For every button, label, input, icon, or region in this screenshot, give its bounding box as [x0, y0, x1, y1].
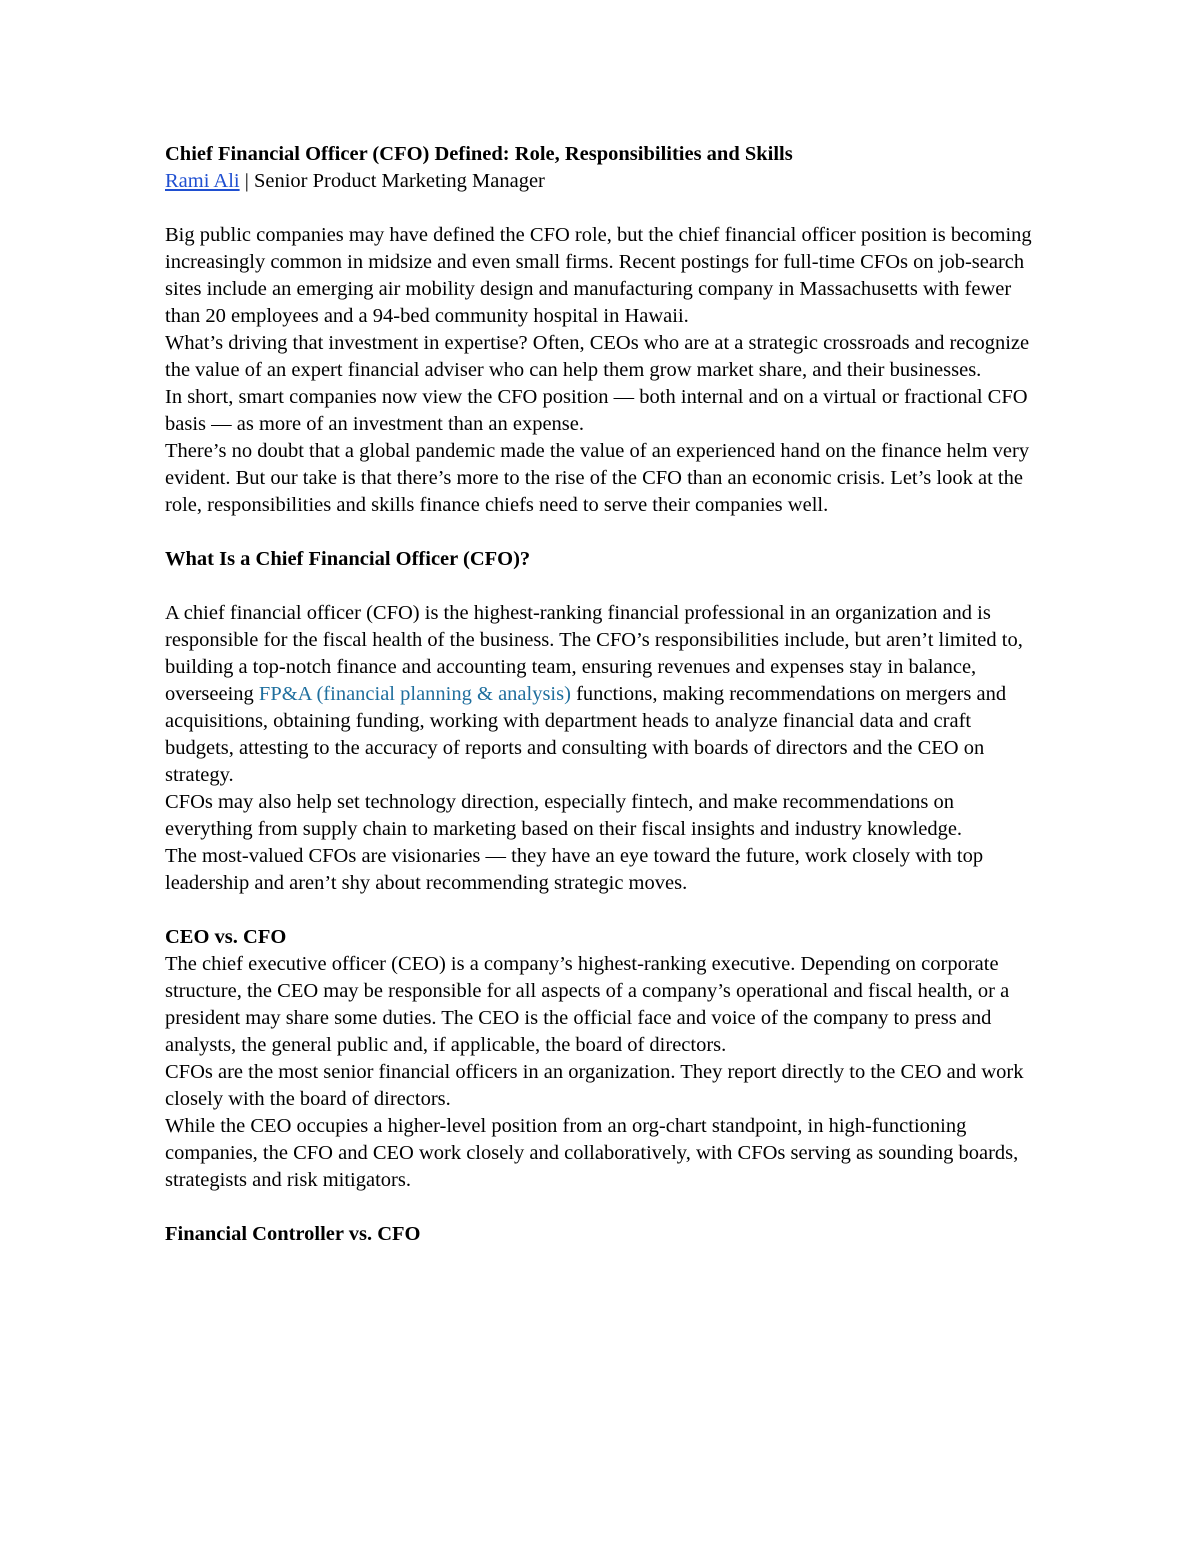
fpa-link[interactable]: FP&A (financial planning & analysis) [258, 683, 571, 705]
author-role: Senior Product Marketing Manager [253, 170, 545, 192]
heading-ceo-vs-cfo: CEO vs. CFO [165, 926, 287, 948]
byline-separator: | [239, 170, 254, 192]
intro-paragraph-3: In short, smart companies now view the CFO position — both internal and on a virtual or fractional CFO basis — as more of an investment than an expense. [165, 386, 1028, 435]
document-title: Chief Financial Officer (CFO) Defined: Role, Responsibilities and Skills [165, 143, 793, 165]
ceo-paragraph-1: The chief executive officer (CEO) is a company’s highest-ranking executive. Depending on corporate structure, the CEO may be responsible for all aspects of a company’s operational and fiscal health, or a president may share some duties. The CEO is the official face and voice of the company to press and analysts, the general public and, if applicable, the board of directors. [165, 953, 1010, 1056]
intro-paragraph-4: There’s no doubt that a global pandemic made the value of an experienced hand on the finance helm very evident. But our take is that there’s more to the rise of the CFO than an economic crisis. Let’s look at the role, responsibilities and skills finance chiefs need to serve their companies well. [165, 440, 1030, 516]
heading-controller-vs-cfo: Financial Controller vs. CFO [165, 1223, 421, 1245]
intro-paragraph-1: Big public companies may have defined the CFO role, but the chief financial officer position is becoming increasingly common in midsize and even small firms. Recent postings for full-time CFOs on job-search sites include an emerging air mobility design and manufacturing company in Massachusetts with fewer than 20 employees and a 94-bed community hospital in Hawaii. [165, 224, 1032, 327]
what-paragraph-1 [165, 600, 1035, 789]
intro-paragraph-2: What’s driving that investment in expertise? Often, CEOs who are at a strategic crossroads and recognize the value of an expert financial adviser who can help them grow market share, and their businesses. [165, 332, 1030, 381]
what-paragraph-3: The most-valued CFOs are visionaries — they have an eye toward the future, work closely with top leadership and aren’t shy about recommending strategic moves. [165, 845, 984, 894]
byline [165, 168, 1035, 195]
what-paragraph-1-text-before: A chief financial officer (CFO) is the highest-ranking financial professional in an organization and is responsible for the fiscal health of the business. The CFO’s responsibilities include, but aren’t limited to, building a top-notch finance and accounting team, ensuring revenues and expenses stay in balance, overseeing [165, 602, 1023, 705]
ceo-paragraph-3: While the CEO occupies a higher-level position from an org-chart standpoint, in high-functioning companies, the CFO and CEO work closely and collaboratively, with CFOs serving as sounding boards, strategists and risk mitigators. [165, 1115, 1019, 1191]
document-page [165, 141, 1035, 1248]
heading-what-is-cfo: What Is a Chief Financial Officer (CFO)? [165, 548, 531, 570]
what-paragraph-2: CFOs may also help set technology direction, especially fintech, and make recommendations on everything from supply chain to marketing based on their fiscal insights and industry knowledge. [165, 791, 963, 840]
what-paragraph-1-text-after: functions, making recommendations on mergers and acquisitions, obtaining funding, working with department heads to analyze financial data and craft budgets, attesting to the accuracy of reports and consulting with boards of directors and the CEO on strategy. [165, 683, 1007, 786]
ceo-paragraph-2: CFOs are the most senior financial officers in an organization. They report directly to the CEO and work closely with the board of directors. [165, 1061, 1024, 1110]
author-link[interactable]: Rami Ali [165, 170, 240, 192]
